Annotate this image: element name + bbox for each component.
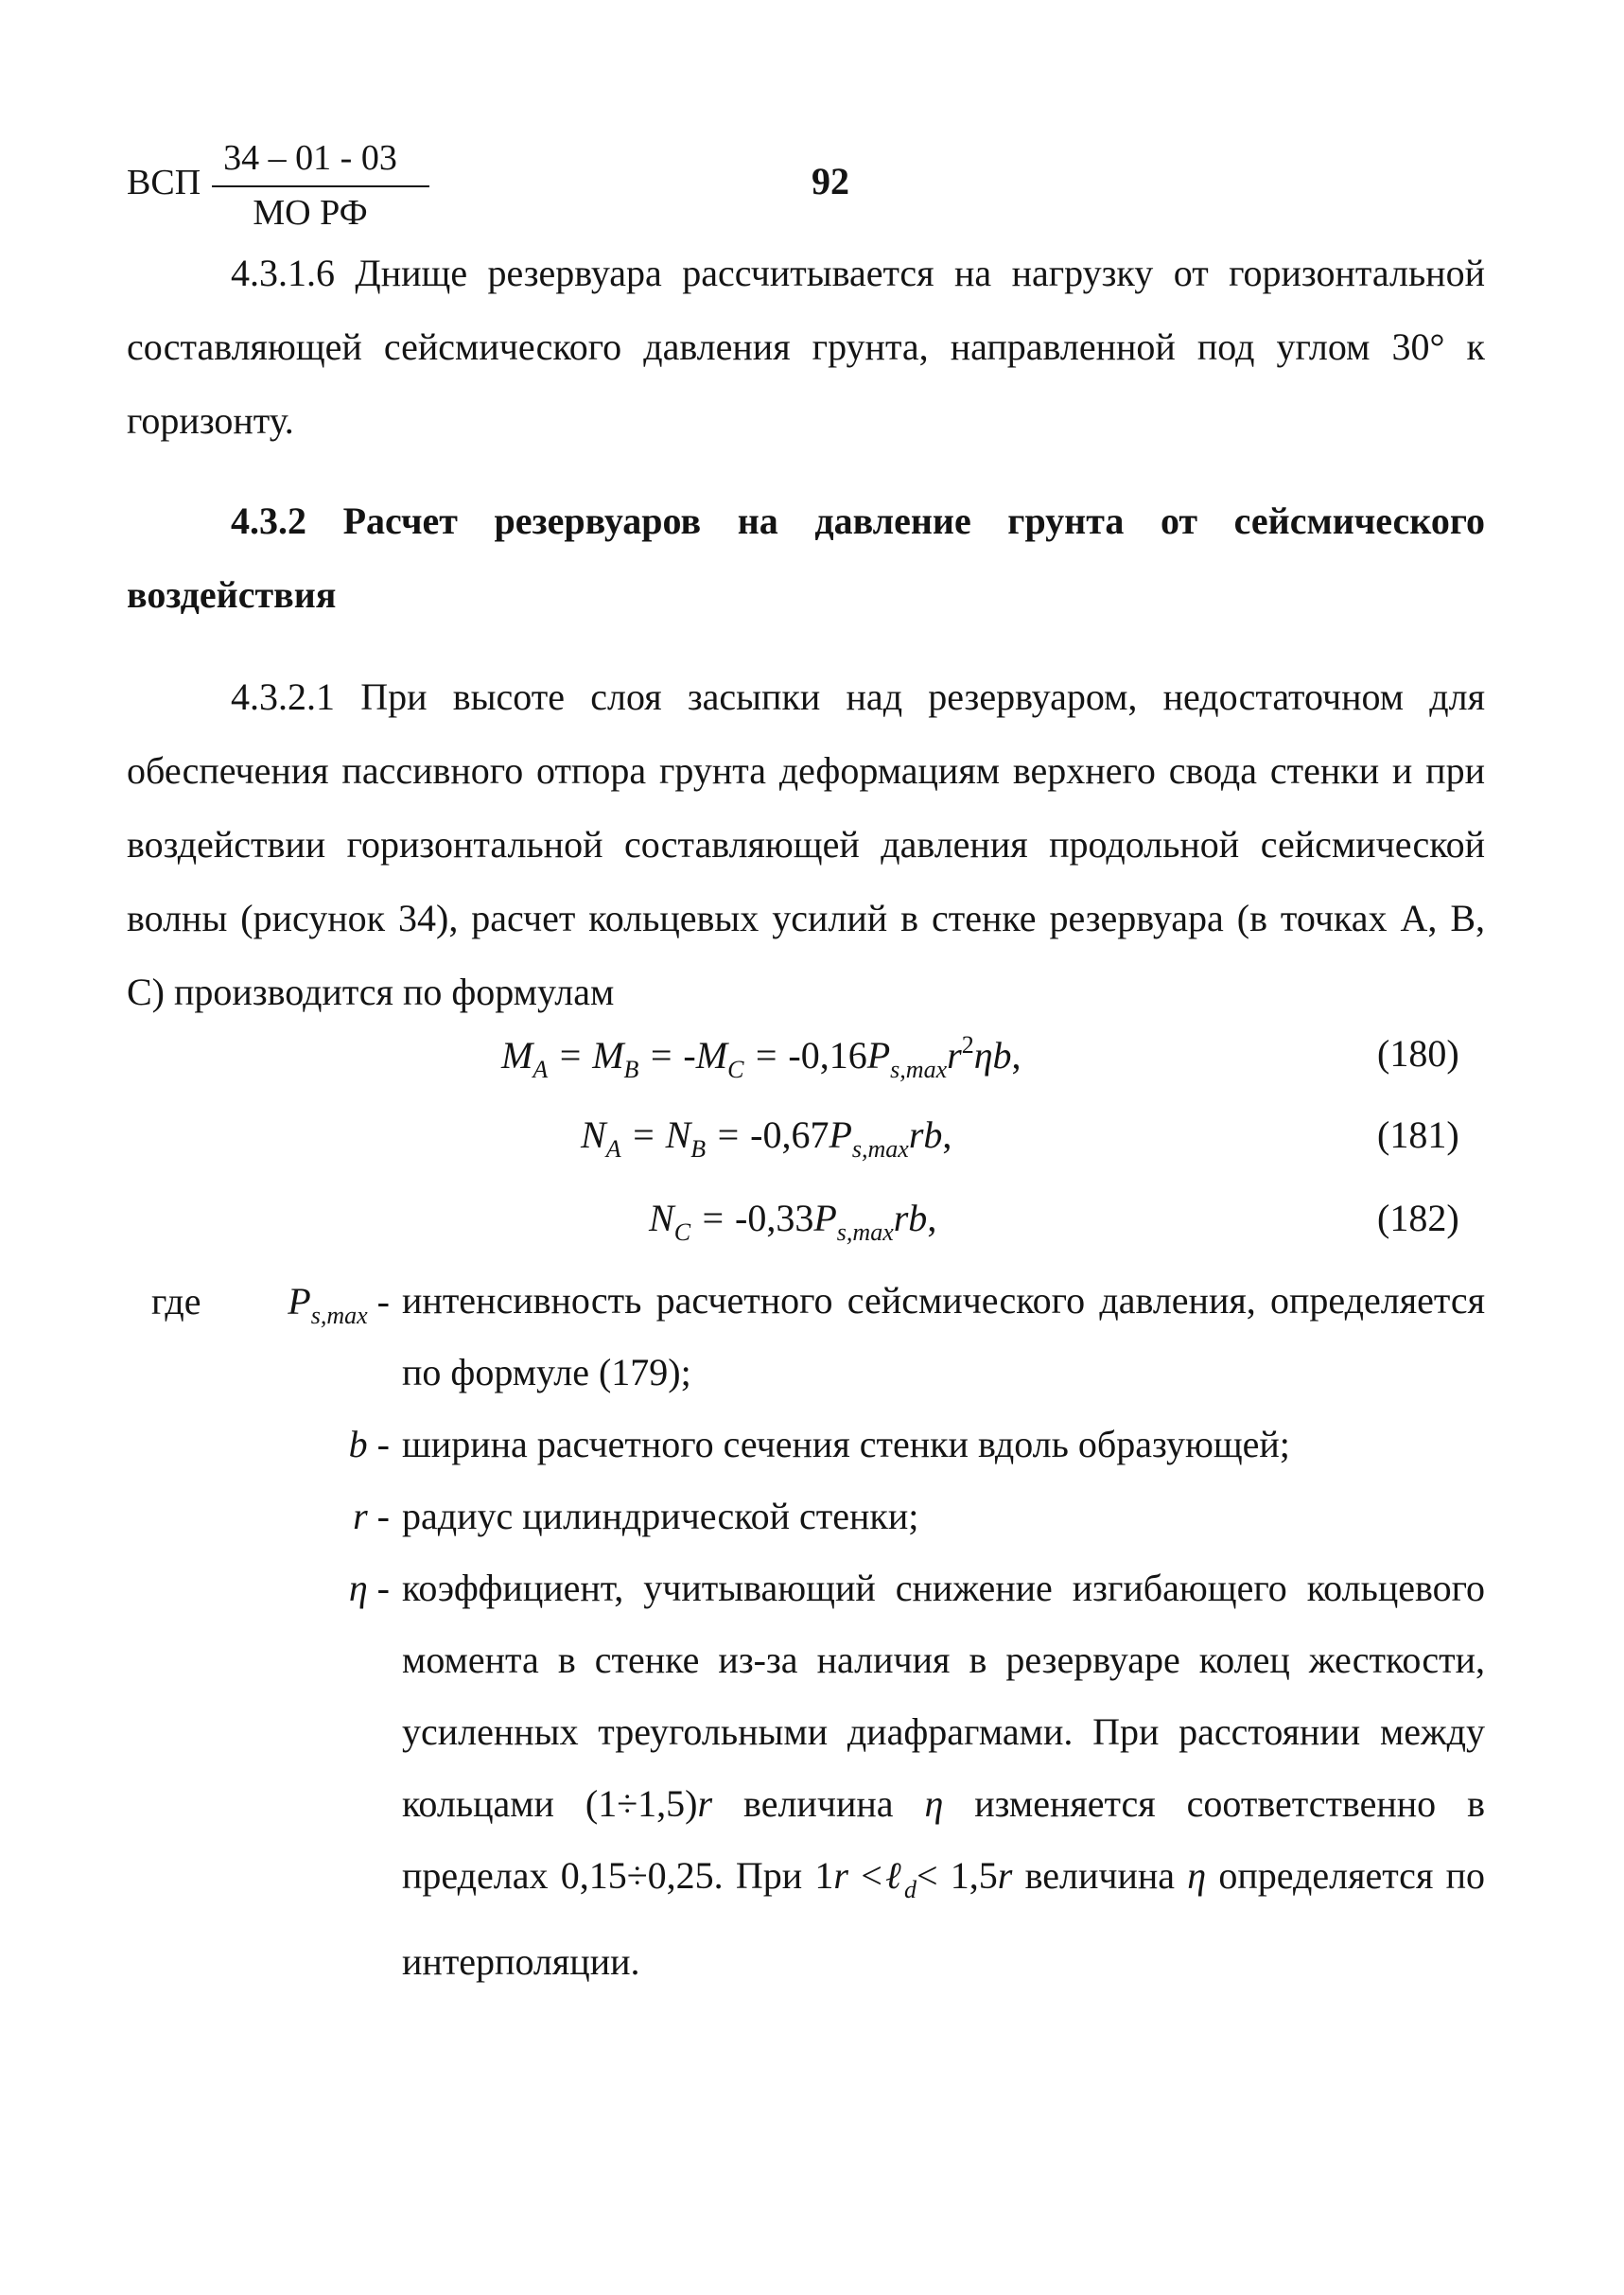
definition-eta: коэффициент, учитывающий снижение изгибающего кольцевого момента в стенке из-за наличия в резервуаре колец жесткости, усиленных треугольными диафрагмами. При расстоянии между кольцами (1÷1,5)r величина η изменяется соответственно в пределах 0,15÷0,25. При 1r <ℓ$_d$< 1,5r величина η определяется по интерполяции.	[402, 1567, 1485, 1983]
equation-181: $N_A = N_B = -0,67P_{s,max}rb$,	[581, 1113, 952, 1163]
eta-text-5: величина	[1012, 1854, 1188, 1897]
definition-r: радиус цилиндрической стенки;	[402, 1495, 919, 1537]
document-code	[127, 137, 410, 241]
document-code-denominator: МО РФ	[253, 193, 368, 233]
fraction-bar	[212, 185, 429, 187]
document-code-prefix: ВСП	[127, 163, 201, 202]
eta-text-2: величина	[712, 1782, 925, 1825]
section-heading-4-3-2: 4.3.2 Расчет резервуаров на давление грунта от сейсмического воздействия	[127, 499, 1485, 616]
equation-number-182: (182)	[1377, 1197, 1459, 1239]
document-code-numerator: 34 – 01 - 03	[223, 138, 397, 178]
definition-p-s-max: интенсивность расчетного сейсмического давления, определяется по формуле (179);	[402, 1279, 1485, 1393]
page-number: 92	[812, 160, 849, 202]
paragraph-4-3-2-1: 4.3.2.1 При высоте слоя засыпки над резервуаром, недостаточном для обеспечения пассивного отпора грунта деформациям верхнего свода стенки и при воздействии горизонтальной составляющей давления продольной сейсмической волны (рисунок 34), расчет кольцевых усилий в стенке резервуара (в точках A, B, C) производится по формулам	[127, 675, 1485, 1013]
symbol-r: r -	[353, 1495, 390, 1537]
symbol-p-s-max: $P_{s,max}$ -	[288, 1280, 390, 1329]
eta-text-6: определяется по интерполяции.	[402, 1854, 1485, 1983]
eta-text-3: изменяется соответственно в пределах 0,15÷0,25. При 1	[402, 1782, 1485, 1897]
eta-text-1: коэффициент, учитывающий снижение изгибающего кольцевого момента в стенке из-за наличия в резервуаре колец жесткости, усиленных треугольными диафрагмами. При расстоянии между кольцами (1÷1,5)	[402, 1567, 1485, 1825]
paragraph-4-3-1-6: 4.3.1.6 Днище резервуара рассчитывается на нагрузку от горизонтальной составляющей сейсмического давления грунта, направленной под углом 30° к горизонту.	[127, 252, 1485, 442]
where-label: где	[151, 1280, 201, 1323]
equation-number-181: (181)	[1377, 1113, 1459, 1156]
equation-number-180: (180)	[1377, 1032, 1459, 1075]
symbol-b: b -	[348, 1423, 390, 1465]
equation-182: $N_C = -0,33P_{s,max}rb$,	[649, 1197, 937, 1246]
equation-180: $M_A = M_B = -M_C = -0,16P_{s,max}r^2\eta b$,	[501, 1031, 1022, 1083]
definition-b: ширина расчетного сечения стенки вдоль образующей;	[402, 1423, 1290, 1465]
eta-text-4: 1,5	[937, 1854, 998, 1897]
symbol-eta: η -	[348, 1567, 390, 1609]
